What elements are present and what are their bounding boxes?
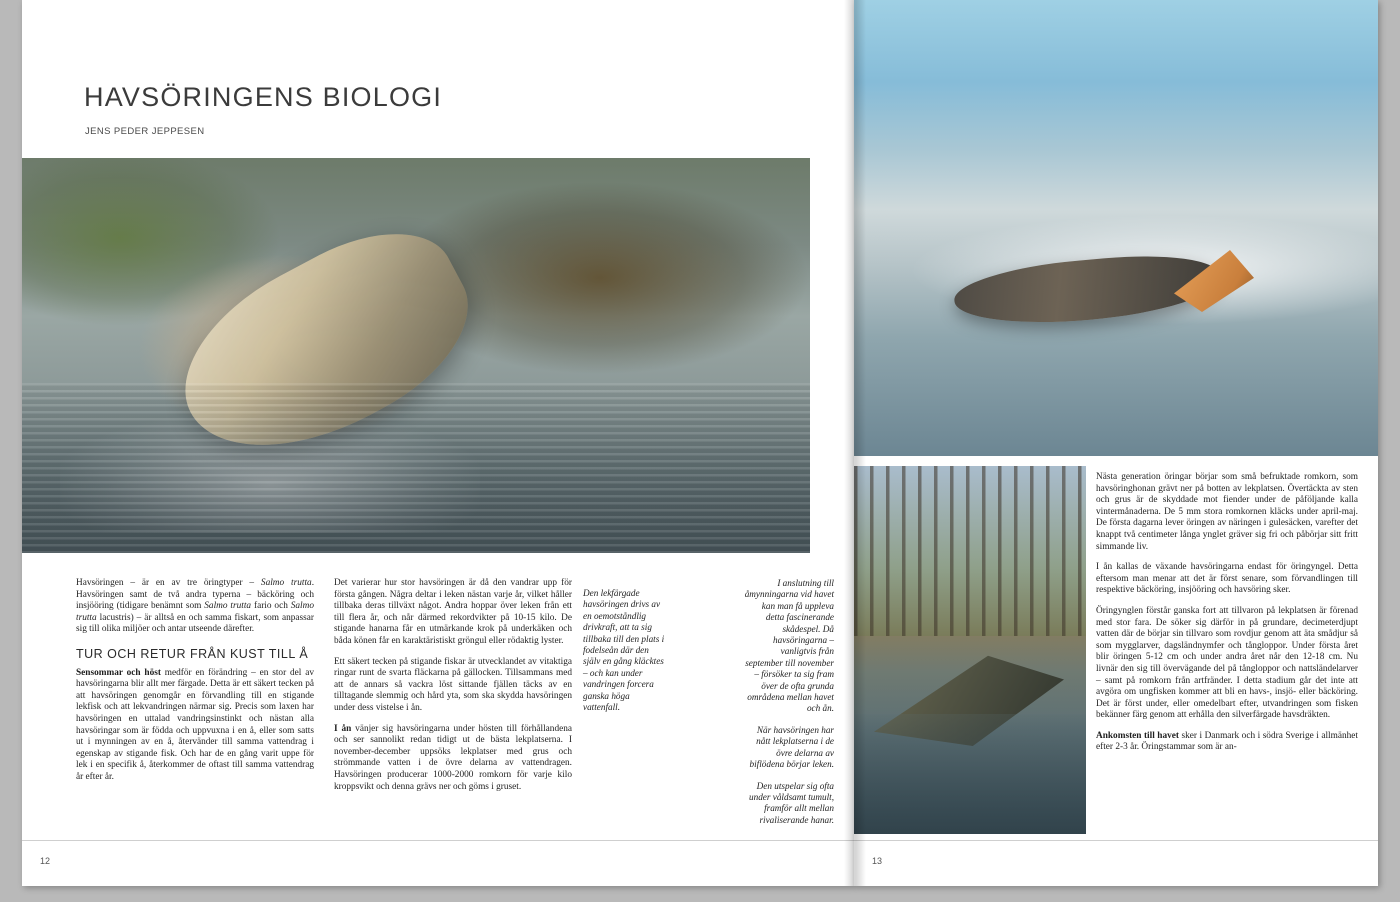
paragraph: I ån vänjer sig havsöringarna under hösten till förhållandena och ser sannolikt redan tidigt ut de bästa lekplatserna. I november-december uppsöks lekplatser med grus och strömmande vatten i de övre delarna av vattendragen. Havsöringen producerar 1000-2000 romkorn för varje kilo kroppsvikt och denna grävs ner och göms i gruset. [334, 723, 573, 792]
pullquote-right [742, 578, 834, 836]
paragraph: Öringynglen förstår ganska fort att tillvaron på lekplatsen är förenad med stor fara. De söker sig därför in på grundare, decimeterdjupt vatten där de börjar sin tillvaro som rovdjur genom att äta smådjur så som mygglarver, dagsländnymfer och tångloppor. Under första året blir öringen 5-12 cm och under andra året når den 12-18 cm. Nu livnär den sig till övervägande del på tångloppor och nattsländelarver – samt på romkorn från artfränder. I detta stadium går det inte att avgöra om ungfisken kommer att bli en havs-, insjö- eller bäcköring. Det är först under, eller omedelbart efter, utvandringen som fisken bekänner färg genom att erhålla den silverfärgade havsdräkten. [1096, 605, 1358, 721]
right-column-1 [1096, 472, 1358, 754]
photo-forest-stream [854, 466, 1086, 834]
paragraph: Ett säkert tecken på stigande fiskar är utvecklandet av vitaktiga ringar runt de svarta fläckarna på gällocken. Tillsammans med att de annars så vackra löst sittande fjällen täcks av en tilltagande slemmig och hård yta, som ska skydda havsöringen under dess vistelse i ån. [334, 656, 572, 713]
folio-right: 13 [872, 856, 883, 866]
section-subhead: TUR OCH RETUR FRÅN KUST TILL Å [76, 646, 309, 661]
paragraph: Havsöringen – är en av tre öringtyper – Salmo trutta. Havsöringen samt de två andra typerna – bäcköring och insjööring (tidigare benämnt som Salmo trutta fario och Salmo trutta lacustris) – är alltså en och samma fiskart, som anpassar sig till olika miljöer och antar utseende därefter. [76, 578, 315, 635]
byline: JENS PEDER JEPPESEN [85, 126, 205, 137]
bare-trees [854, 466, 1086, 636]
pullquote-text: I anslutning till åmynningarna vid havet kan man få uppleva detta fascinerande skådespel. Då havsöringarna – vanligtvis från september till november – försöker ta sig fram över de ofta grunda områdena mellan havet och ån. [744, 578, 834, 714]
folio-rule [22, 840, 854, 841]
paragraph: I ån kallas de växande havsöringarna endast för öringyngel. Detta eftersom man menar att det är först senare, som förvandlingen till respektive bäcköring, insjööring och havsöring sker. [1096, 562, 1358, 596]
left-page [22, 0, 854, 886]
right-page [854, 0, 1378, 886]
water-ripples [22, 383, 810, 553]
photo-sea-trout-surf [854, 0, 1378, 456]
folio-rule [854, 840, 1378, 841]
left-column-2 [334, 578, 572, 793]
pullquote-left [583, 588, 668, 723]
pullquote-text: Den utspelar sig ofta under våldsamt tumult, framför allt mellan rivaliserande hanar. [749, 780, 834, 825]
paragraph: Nästa generation öringar börjar som små befruktade romkorn, som havsöringhonan grävt ner på botten av lekplatsen. Övertäckta av sten och grus är de skyddade mot fiender under de påföljande kalla vintermånaderna. De 5 mm stora romkornen kläcks under april-maj. De första dagarna lever öringen av näringen i gulesäcken, varefter det knappt två centimeter långa ynglet gräver sig fri och påbörjar sitt fritt simmande liv. [1096, 472, 1358, 552]
paragraph: Sensommar och höst medför en förändring – en stor del av havsöringarna blir allt mer färgade. Detta är ett säkert tecken på att havsöringen genomgår en förvandling till en stigande lekfisk och att lekvandringen närmar sig. Precis som laxen har havsöringen en uttalad vandringsinstinkt och nästan alla havsöringar som är födda och uppvuxna i en å, eller som satts ut i mynningen av en å, återvänder till samma vattendrag i egenskap av stigande fisk. Och har de en gång varit uppe för lek i en specifik å, återkommer de oftast till samma vattendrag år efter år. [76, 667, 314, 782]
pullquote-text: Den lekfärgade havsöringen drivs av en oemotståndlig drivkraft, att ta sig tillbaka till den plats i fodelseån där den själv en gång kläcktes – och kan under vandringen forcera ganska höga vattenfall. [583, 588, 665, 713]
left-column-1 [76, 578, 314, 784]
paragraph: Ankomsten till havet sker i Danmark och i södra Sverige i allmänhet efter 2-3 år. Öringstammar som är an- [1096, 730, 1358, 753]
stream-water [854, 714, 1086, 834]
page-title: HAVSÖRINGENS BIOLOGI [84, 82, 443, 112]
pullquote-text: När havsöringen har nått lekplatserna i de övre delarna av biflödena börjar leken. [749, 724, 834, 770]
folio-left: 12 [40, 856, 51, 866]
photo-leaping-sea-trout [22, 158, 810, 553]
paragraph: Det varierar hur stor havsöringen är då den vandrar upp för första gången. Några deltar i leken nästan varje år, vilket håller tillbaka deras tillväxt något. Andra hoppar över leken från ett till flera år, och når därmed rekordvikter på 10-15 kilo. De stigande hanarna får en utmärkande krok på underkäken och båda könen får en karaktäristiskt gröngul eller rödaktig lyster. [334, 578, 572, 646]
